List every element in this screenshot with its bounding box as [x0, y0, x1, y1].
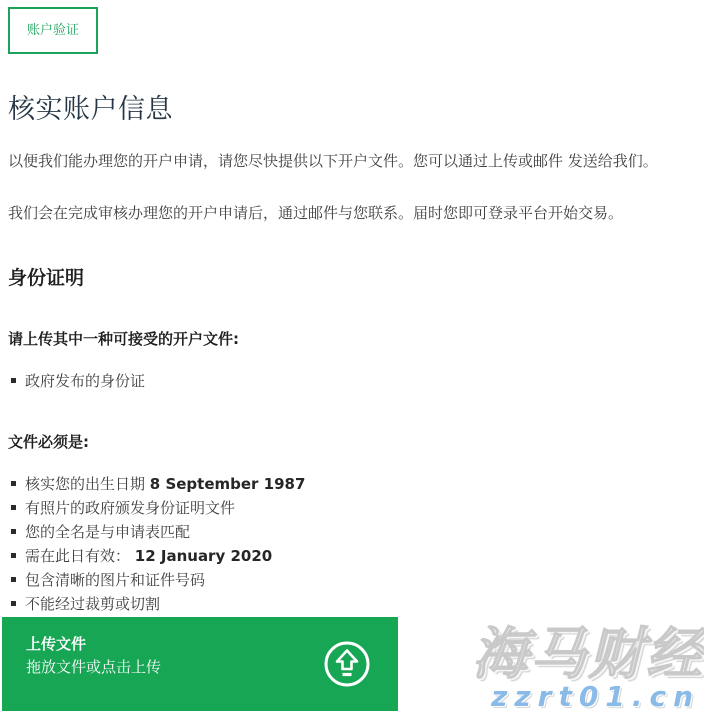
page-title: 核实账户信息: [8, 94, 173, 125]
tab-account-verification[interactable]: 账户验证: [8, 7, 98, 54]
list-item: 有照片的政府颁发身份证明文件: [8, 496, 696, 520]
intro-paragraph-2: 我们会在完成审核办理您的开户申请后，通过邮件与您联系。届时您即可登录平台开始交易。: [8, 203, 624, 222]
upload-title: 上传文件: [26, 635, 87, 653]
list-item: 需在此日有效： 12 January 2020: [8, 544, 696, 568]
birth-date-value: 8 September 1987: [149, 474, 306, 493]
file-requirements-label: 文件必须是:: [8, 432, 89, 451]
file-requirements-list: [8, 472, 696, 616]
list-item: 您的全名是与申请表匹配: [8, 520, 696, 544]
list-item: 核实您的出生日期 8 September 1987: [8, 472, 696, 496]
watermark-brand: 海马财经: [472, 622, 704, 688]
watermark: [472, 624, 704, 713]
upload-file-dropzone[interactable]: [2, 617, 398, 711]
accepted-documents-list: [8, 369, 696, 393]
list-item: 政府发布的身份证: [8, 369, 696, 393]
upload-icon: [323, 640, 371, 688]
identity-proof-heading: 身份证明: [8, 266, 85, 289]
list-item: 不能经过裁剪或切割: [8, 592, 696, 616]
watermark-domain: zzrt01.cn: [491, 680, 700, 713]
upload-subtitle: 拖放文件或点击上传: [26, 657, 162, 676]
list-item: 包含清晰的图片和证件号码: [8, 568, 696, 592]
intro-paragraph-1: 以便我们能办理您的开户申请，请您尽快提供以下开户文件。您可以通过上传或邮件 发送给我们。: [8, 152, 658, 170]
valid-until-date-value: 12 January 2020: [134, 546, 273, 565]
accepted-documents-label: 请上传其中一种可接受的开户文件:: [8, 329, 240, 348]
